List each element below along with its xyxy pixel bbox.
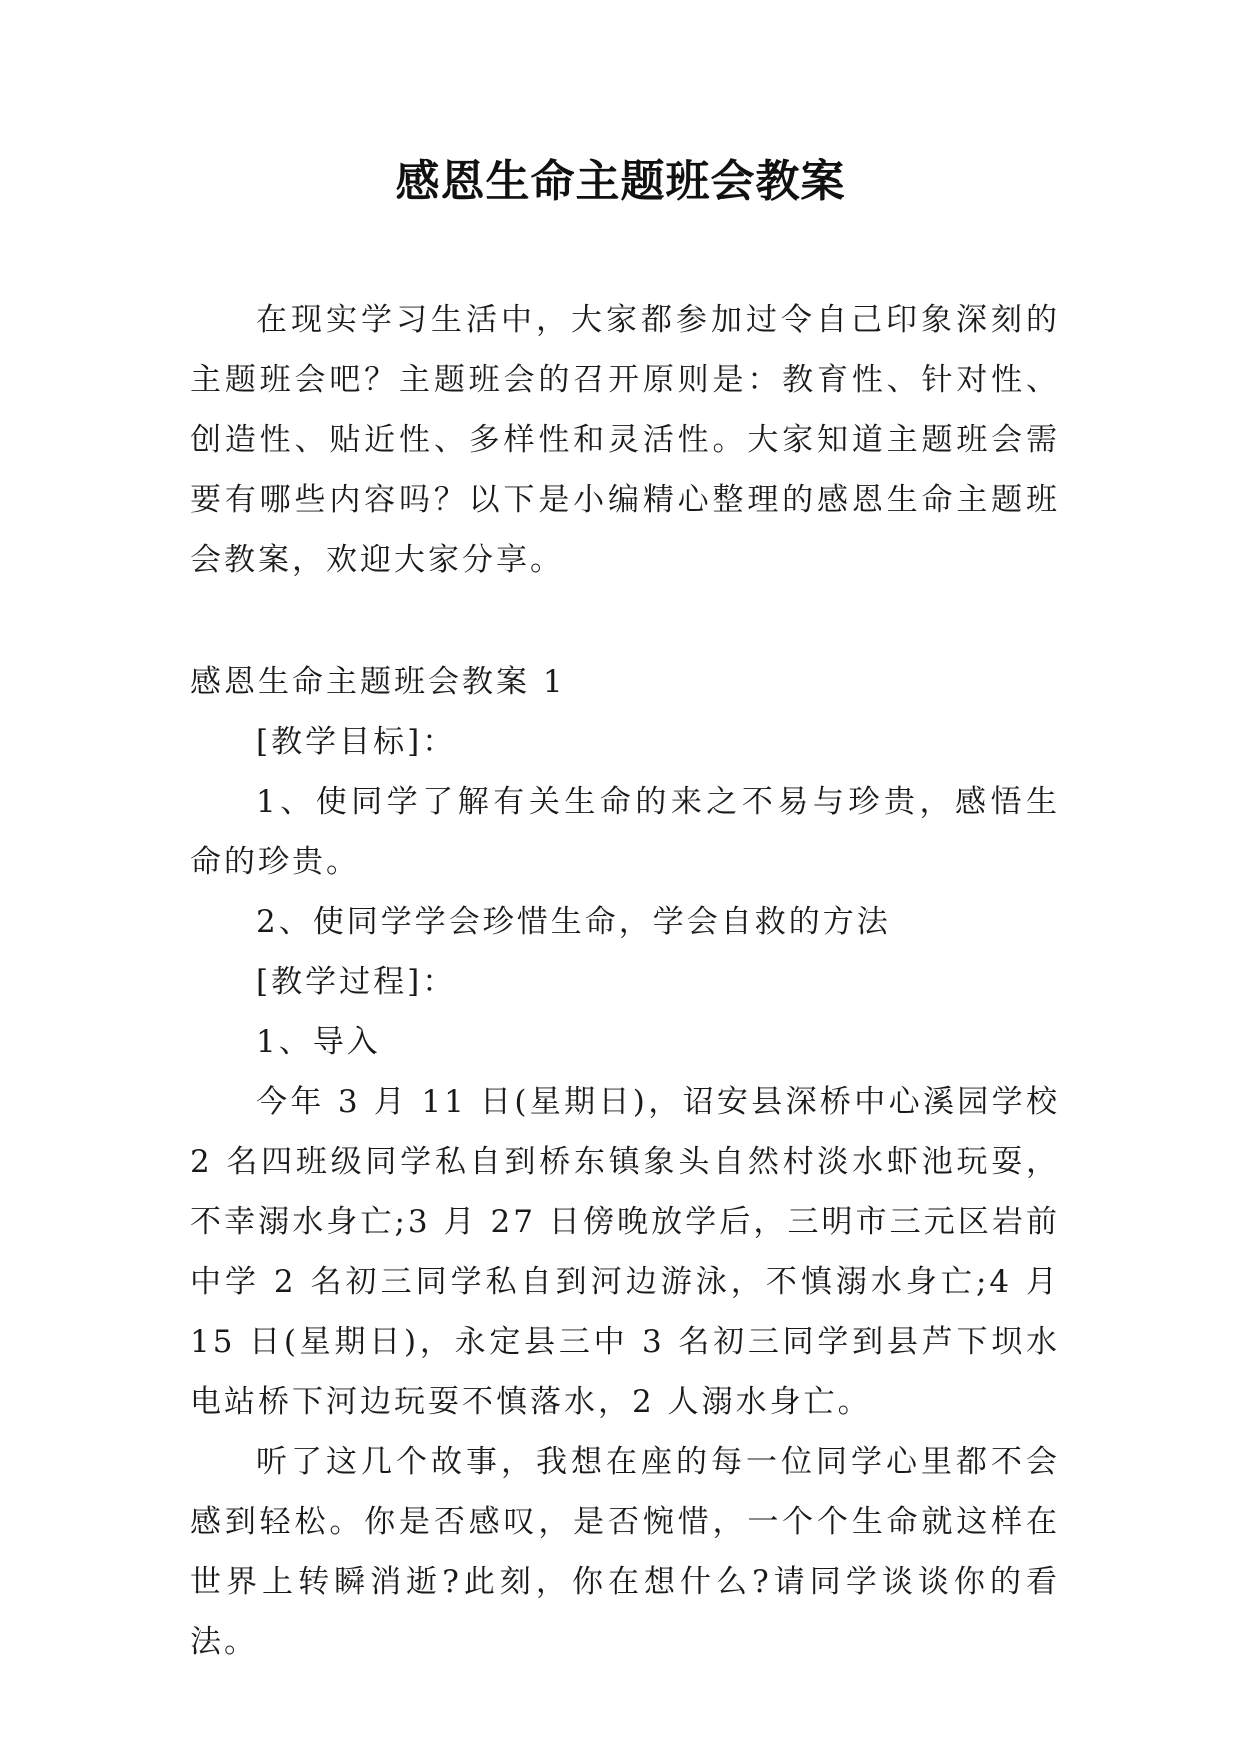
story-paragraph: 今年 3 月 11 日(星期日)，诏安县深桥中心溪园学校 2 名四班级同学私自到桥东镇象头自然村淡水虾池玩耍，不幸溺水身亡;3 月 27 日傍晚放学后，三明市三元区岩前中学 2 名初三同学私自到河边游泳，不慎溺水身亡;4 月 15 日(星期日)，永定县三中 3 名初三同学到县芦下坝水电站桥下河边玩耍不慎落水，2 人溺水身亡。 — [190, 1084, 1060, 1420]
objective-item-2: 2、使同学学会珍惜生命，学会自救的方法 — [256, 904, 891, 940]
section-heading: 感恩生命主题班会教案 1 — [190, 664, 566, 700]
document-title: 感恩生命主题班会教案 — [395, 156, 846, 207]
process-label: [教学过程]： — [256, 964, 457, 1000]
intro-paragraph: 在现实学习生活中，大家都参加过令自己印象深刻的主题班会吧？主题班会的召开原则是：教育性、针对性、创造性、贴近性、多样性和灵活性。大家知道主题班会需要有哪些内容吗？以下是小编精心整理的感恩生命主题班会教案，欢迎大家分享。 — [190, 302, 1060, 578]
process-step-1: 1、导入 — [256, 1024, 381, 1060]
reflection-paragraph: 听了这几个故事，我想在座的每一位同学心里都不会感到轻松。你是否感叹，是否惋惜，一个个生命就这样在世界上转瞬消逝?此刻，你在想什么?请同学谈谈你的看法。 — [190, 1444, 1060, 1660]
objectives-label: [教学目标]： — [256, 724, 457, 760]
document-body — [190, 290, 1060, 1672]
objective-item-1: 1、使同学了解有关生命的来之不易与珍贵，感悟生命的珍贵。 — [190, 784, 1060, 880]
